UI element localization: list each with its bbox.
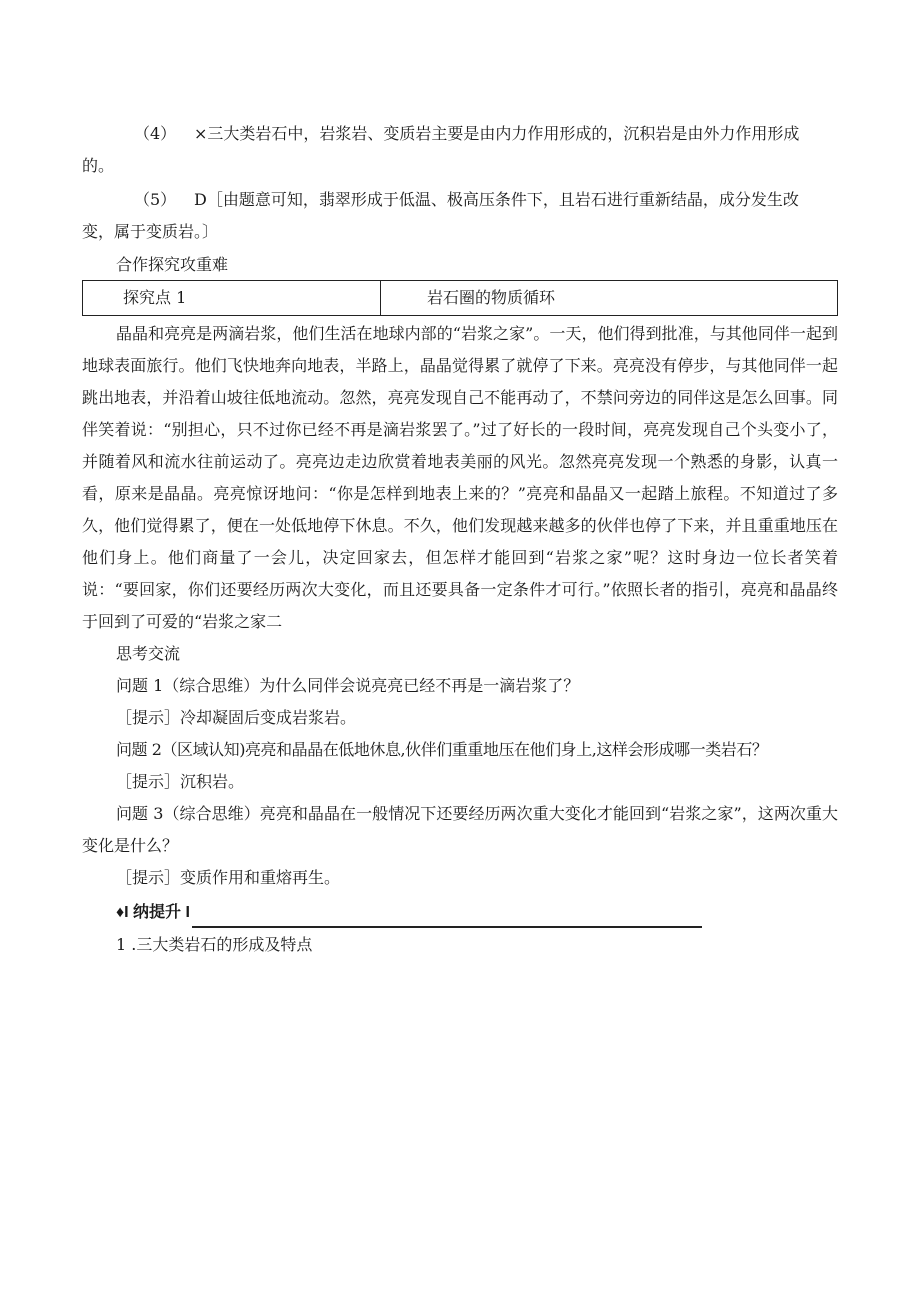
answer-5-text-line2: 变，属于变质岩。〕 [82, 222, 219, 241]
summary-title: ♦I 纳提升 I [116, 904, 190, 921]
question-2: 问题 2（区域认知)亮亮和晶晶在低地休息,伙伴们重重地压在他们身上,这样会形成哪一类岩石？ [116, 740, 768, 759]
answer-5 [82, 184, 838, 216]
answer-5-text-line1: D［由题意可知，翡翠形成于低温、极高压条件下，且岩石进行重新结晶，成分发生改 [194, 190, 799, 209]
answer-4 [82, 118, 838, 150]
section-heading: 合作探究攻重难 [116, 255, 229, 274]
list-item-1: 1 .三大类岩石的形成及特点 [116, 935, 313, 954]
answer-4-text-line1: ×三大类岩石中，岩浆岩、变质岩主要是由内力作用形成的，沉积岩是由外力作用形成 [194, 124, 800, 143]
hint-3: ［提示］变质作用和重熔再生。 [116, 868, 341, 887]
summary-underline [192, 904, 702, 928]
summary-header [82, 898, 838, 928]
topic-table-cell-title: 岩石圈的物质循环 [427, 288, 556, 307]
document-page [82, 118, 838, 962]
topic-table-cell-label: 探究点 1 [83, 281, 381, 315]
question-1: 问题 1（综合思维）为什么同伴会说亮亮已经不再是一滴岩浆了？ [116, 676, 580, 695]
discussion-heading: 思考交流 [116, 644, 181, 663]
answer-4-number: （4） [134, 124, 177, 143]
answer-4-text-line2: 的。 [82, 156, 115, 175]
answer-5-number: （5） [134, 190, 177, 209]
topic-table [82, 280, 838, 316]
story-paragraph: 晶晶和亮亮是两滴岩浆，他们生活在地球内部的“岩浆之家”。一天，他们得到批准，与其他同伴一起到地球表面旅行。他们飞快地奔向地表，半路上，晶晶觉得累了就停了下来。亮亮没有停步，与其他同伴一起跳出地表，并沿着山坡往低地流动。忽然，亮亮发现自己不能再动了，不禁问旁边的同伴这是怎么回事。同伴笑着说：“别担心，只不过你已经不再是滴岩浆罢了。”过了好长的一段时间，亮亮发现自己个头变小了，并随着风和流水往前运动了。亮亮边走边欣赏着地表美丽的风光。忽然亮亮发现一个熟悉的身影，认真一看，原来是晶晶。亮亮惊讶地问：“你是怎样到地表上来的？”亮亮和晶晶又一起踏上旅程。不知道过了多久，他们觉得累了，便在一处低地停下休息。不久，他们发现越来越多的伙伴也停了下来，并且重重地压在他们身上。他们商量了一会儿，决定回家去，但怎样才能回到“岩浆之家”呢？这时身边一位长者笑着说：“要回家，你们还要经历两次大变化，而且还要具备一定条件才可行。”依照长者的指引，亮亮和晶晶终于回到了可爱的“岩浆之家二 [82, 324, 838, 631]
hint-1: ［提示］冷却凝固后变成岩浆岩。 [116, 708, 357, 727]
question-3: 问题 3（综合思维）亮亮和晶晶在一般情况下还要经历两次重大变化才能回到“岩浆之家”，这两次重大变化是什么？ [82, 804, 838, 855]
hint-2: ［提示］沉积岩。 [116, 772, 245, 791]
